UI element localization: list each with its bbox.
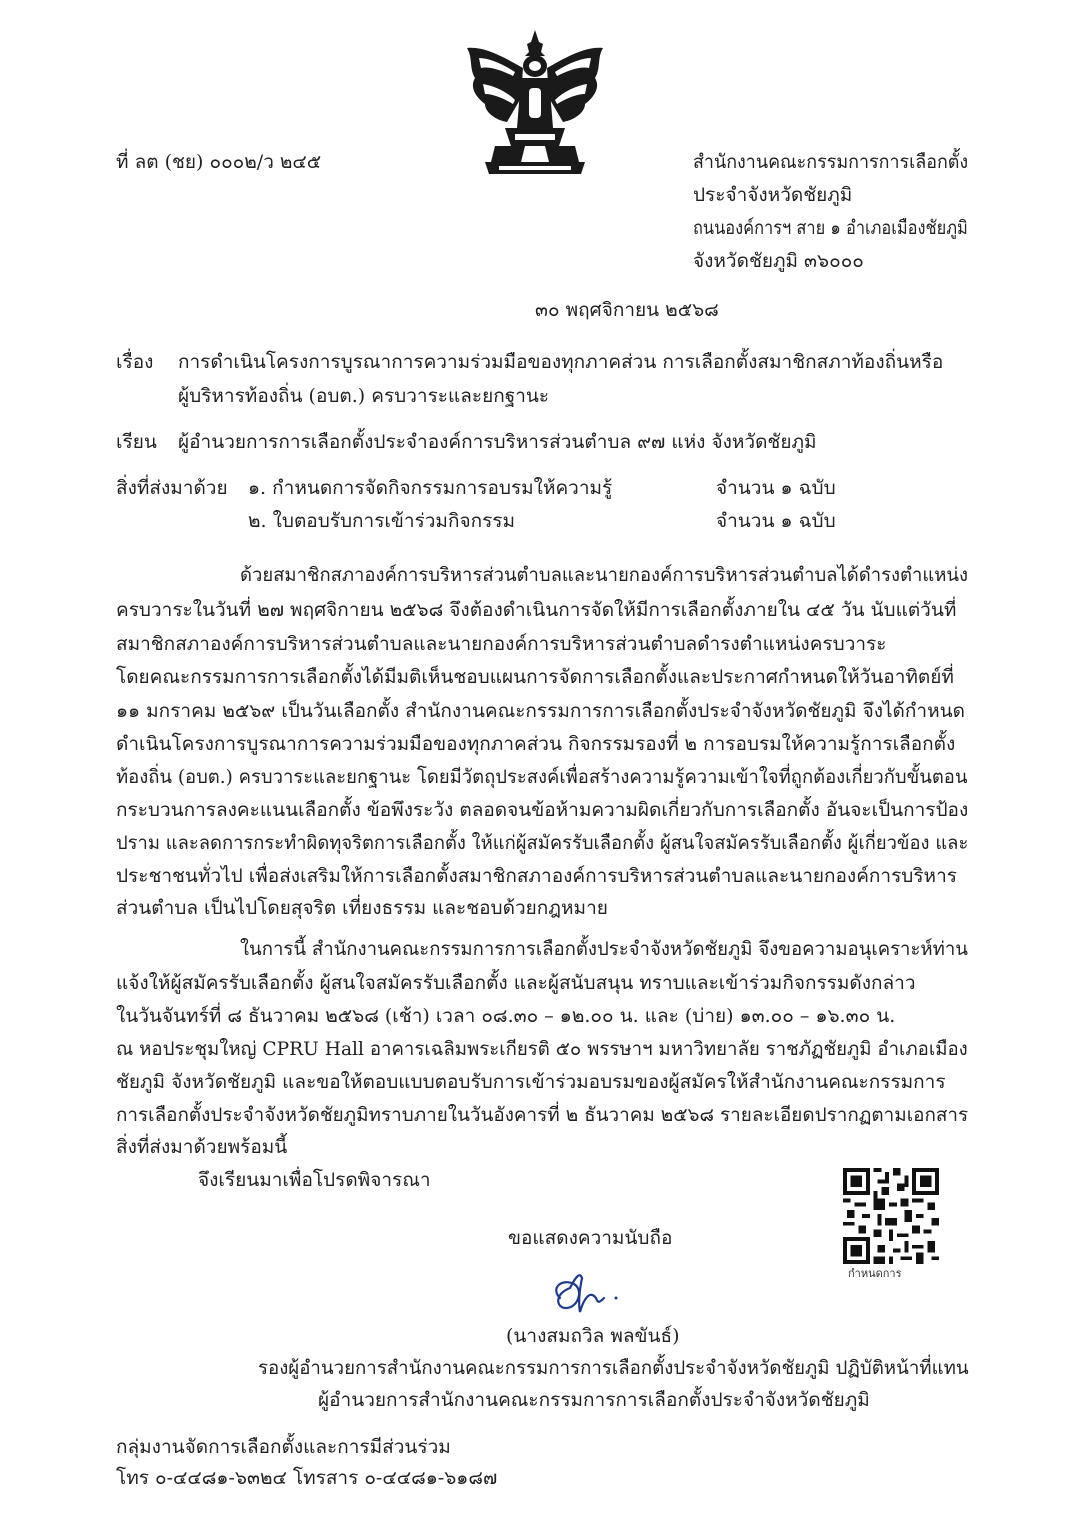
enclosure-item-2: ๒. ใบตอบรับการเข้าร่วมกิจกรรม [248,510,516,532]
office-name-line2: ประจำจังหวัดชัยภูมิ [693,184,853,206]
reference-number: ที่ ลต (ชย) ๐๐๐๒/ว ๒๔๕ [116,151,322,173]
recipient-text: ผู้อำนวยการการเลือกตั้งประจำองค์การบริหารส่วนตำบล ๙๗ แห่ง จังหวัดชัยภูมิ [178,431,817,453]
subject-line2: ผู้บริหารท้องถิ่น (อบต.) ครบวาระและยกฐานะ [178,385,550,407]
garuda-emblem-icon [455,28,615,176]
signer-name: (นางสมถวิล พลขันธ์) [506,1325,680,1347]
paragraph-2-line: สิ่งที่ส่งมาด้วยพร้อมนี้ [116,1136,288,1158]
paragraph-1-line: ปราม และลดการกระทำผิดทุจริตการเลือกตั้ง ให้แก่ผู้สมัครรับเลือกตั้ง ผู้สนใจสมัครรับเลือกตั้ง ผู้เกี่ยวข้อง และ [116,832,969,854]
paragraph-2-line: การเลือกตั้งประจำจังหวัดชัยภูมิทราบภายในวันอังคารที่ ๒ ธันวาคม ๒๕๖๘ รายละเอียดปรากฏตามเอกสาร [116,1104,969,1126]
closing-request: จึงเรียนมาเพื่อโปรดพิจารณา [198,1169,431,1191]
enclosure-qty-1: จำนวน ๑ ฉบับ [716,477,836,499]
paragraph-1-line: โดยคณะกรรมการการเลือกตั้งได้มีมติเห็นชอบแผนการจัดการเลือกตั้งและประกาศกำหนดให้วันอาทิตย์ที่ [116,666,954,688]
recipient-label: เรียน [116,431,157,453]
signer-position-line2: ผู้อำนวยการสำนักงานคณะกรรมการการเลือกตั้งประจำจังหวัดชัยภูมิ [318,1389,870,1411]
paragraph-2-line: ในวันจันทร์ที่ ๘ ธันวาคม ๒๕๖๘ (เช้า) เวลา ๐๘.๓๐ – ๑๒.๐๐ น. และ (บ่าย) ๑๓.๐๐ – ๑๖.๓๐ น. [116,1005,896,1027]
enclosure-qty-2: จำนวน ๑ ฉบับ [716,510,836,532]
paragraph-1-line: ท้องถิ่น (อบต.) ครบวาระและยกฐานะ โดยมีวัตถุประสงค์เพื่อสร้างความรู้ความเข้าใจที่ถูกต้องเกี่ยวกับขั้นตอน [116,766,968,788]
paragraph-1-line: ๑๑ มกราคม ๒๕๖๙ เป็นวันเลือกตั้ง สำนักงานคณะกรรมการการเลือกตั้งประจำจังหวัดชัยภูมิ จึงได้กำหนด [116,700,965,722]
qr-caption: กำหนดการ [848,1267,902,1280]
subject-label: เรื่อง [116,351,154,373]
signature-icon [540,1268,630,1320]
paragraph-1-line: สมาชิกสภาองค์การบริหารส่วนตำบลและนายกองค์การบริหารส่วนตำบลดำรงตำแหน่งครบวาระ [116,633,887,655]
paragraph-1-line: ครบวาระในวันที่ ๒๗ พฤศจิกายน ๒๕๖๘ จึงต้องดำเนินการจัดให้มีการเลือกตั้งภายใน ๔๕ วัน นับแต่วันที่ [116,599,957,621]
paragraph-2-line: ชัยภูมิ จังหวัดชัยภูมิ และขอให้ตอบแบบตอบรับการเข้าร่วมอบรมของผู้สมัครให้สำนักงานคณะกรรมการ [116,1071,946,1093]
paragraph-2-line: แจ้งให้ผู้สมัครรับเลือกตั้ง ผู้สนใจสมัครรับเลือกตั้ง และผู้สนับสนุน ทราบและเข้าร่วมกิจกรรมดังกล่าว [116,972,916,994]
paragraph-2-line: ณ หอประชุมใหญ่ CPRU Hall อาคารเฉลิมพระเกียรติ ๕๐ พรรษาฯ มหาวิทยาลัย ราชภัฏชัยภูมิ อำเภอเมือง [116,1038,968,1060]
signer-position-line1: รองผู้อำนวยการสำนักงานคณะกรรมการการเลือกตั้งประจำจังหวัดชัยภูมิ ปฏิบัติหน้าที่แทน [258,1357,969,1379]
paragraph-1-line: ด้วยสมาชิกสภาองค์การบริหารส่วนตำบลและนายกองค์การบริหารส่วนตำบลได้ดำรงตำแหน่ง [240,564,969,586]
enclosures-label: สิ่งที่ส่งมาด้วย [116,477,228,499]
paragraph-1-line: ส่วนตำบล เป็นไปโดยสุจริต เที่ยงธรรม และชอบด้วยกฎหมาย [116,897,608,919]
office-address-line2: จังหวัดชัยภูมิ ๓๖๐๐๐ [693,250,864,272]
paragraph-1-line: ประชาชนทั่วไป เพื่อส่งเสริมให้การเลือกตั้งสมาชิกสภาองค์การบริหารส่วนตำบลและนายกองค์การบริหาร [116,865,957,887]
document-date: ๓๐ พฤศจิกายน ๒๕๖๘ [535,299,719,321]
paragraph-1-line: ดำเนินโครงการบูรณาการความร่วมมือของทุกภาคส่วน กิจกรรมรองที่ ๒ การอบรมให้ความรู้การเลือกตั้ง [116,733,956,755]
qr-code-icon[interactable] [843,1168,939,1264]
department-name: กลุ่มงานจัดการเลือกตั้งและการมีส่วนร่วม [116,1436,451,1458]
subject-line1: การดำเนินโครงการบูรณาการความร่วมมือของทุกภาคส่วน การเลือกตั้งสมาชิกสภาท้องถิ่นหรือ [178,351,944,373]
closing-salutation: ขอแสดงความนับถือ [508,1227,673,1249]
contact-numbers: โทร ๐-๔๔๘๑-๖๓๒๔ โทรสาร ๐-๔๔๘๑-๖๑๘๗ [116,1467,498,1489]
enclosure-item-1: ๑. กำหนดการจัดกิจกรรมการอบรมให้ความรู้ [248,477,613,499]
paragraph-1-line: กระบวนการลงคะแนนเลือกตั้ง ข้อพึงระวัง ตลอดจนข้อห้ามความผิดเกี่ยวกับการเลือกตั้ง อันจะเป็นการป้อง [116,799,969,821]
paragraph-2-line: ในการนี้ สำนักงานคณะกรรมการการเลือกตั้งประจำจังหวัดชัยภูมิ จึงขอความอนุเคราะห์ท่าน [240,938,968,960]
office-address-line1: ถนนองค์การฯ สาย ๑ อำเภอเมืองชัยภูมิ [693,217,968,239]
office-name-line1: สำนักงานคณะกรรมการการเลือกตั้ง [693,151,969,173]
